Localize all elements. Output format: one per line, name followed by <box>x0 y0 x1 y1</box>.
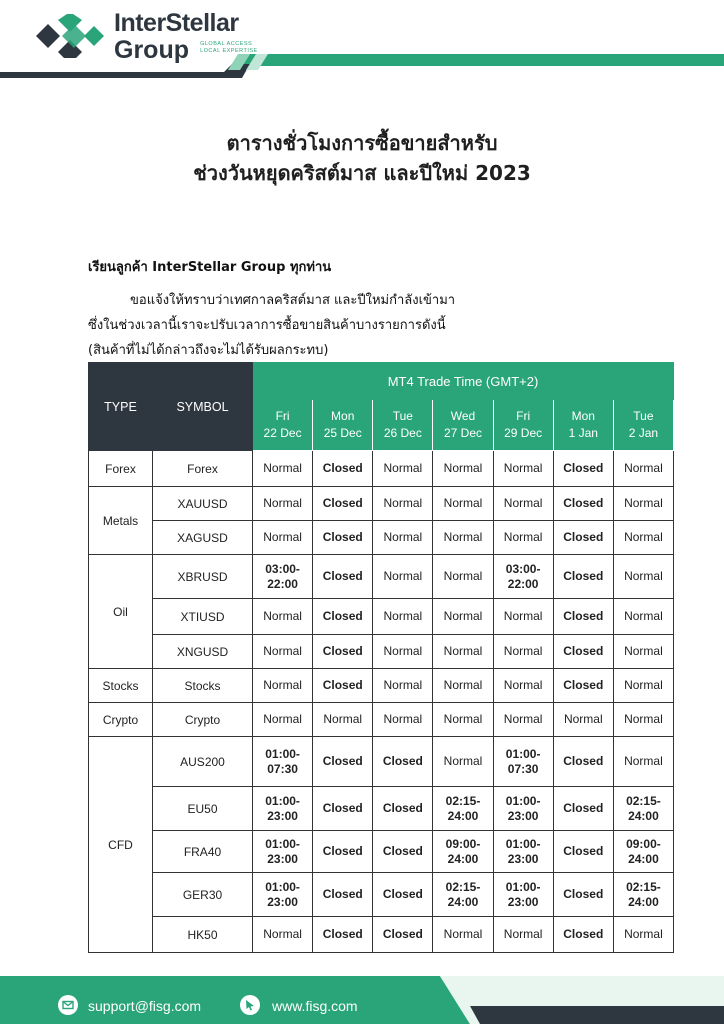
time-cell: Normal <box>493 599 553 635</box>
time-cell: Normal <box>613 635 673 669</box>
time-cell: Closed <box>313 737 373 787</box>
day-name: Tue <box>633 409 654 423</box>
day-date: 22 Dec <box>263 426 302 440</box>
page-title <box>0 128 724 188</box>
time-cell: Closed <box>313 635 373 669</box>
time-cell: 01:00- 23:00 <box>253 787 313 831</box>
time-cell: Closed <box>313 787 373 831</box>
email-icon <box>58 995 78 1015</box>
time-cell: Normal <box>373 451 433 487</box>
time-cell: 02:15- 24:00 <box>433 873 493 917</box>
type-cell: CFD <box>89 737 153 953</box>
time-cell: Normal <box>613 451 673 487</box>
time-cell: Normal <box>253 451 313 487</box>
time-cell: 01:00- 23:00 <box>253 873 313 917</box>
symbol-cell: FRA40 <box>153 831 253 873</box>
day-date: 1 Jan <box>568 426 598 440</box>
table-row <box>89 521 674 555</box>
symbol-cell: XTIUSD <box>153 599 253 635</box>
time-cell: Closed <box>553 831 613 873</box>
day-header <box>553 400 613 451</box>
time-cell: Normal <box>253 669 313 703</box>
day-header <box>373 400 433 451</box>
day-name: Fri <box>275 409 290 423</box>
time-cell: Normal <box>313 703 373 737</box>
time-cell: Normal <box>373 669 433 703</box>
time-cell: Normal <box>493 703 553 737</box>
time-cell: Closed <box>313 599 373 635</box>
time-cell: Closed <box>553 521 613 555</box>
symbol-cell: GER30 <box>153 873 253 917</box>
time-cell: 01:00- 23:00 <box>493 787 553 831</box>
table-row <box>89 917 674 953</box>
day-date: 2 Jan <box>628 426 659 440</box>
time-cell: Closed <box>553 669 613 703</box>
day-name: Mon <box>571 409 595 423</box>
time-cell: Normal <box>373 487 433 521</box>
time-cell: Normal <box>373 555 433 599</box>
time-cell: Closed <box>553 787 613 831</box>
time-cell: Normal <box>613 669 673 703</box>
time-cell: Normal <box>613 599 673 635</box>
time-cell: Normal <box>373 635 433 669</box>
time-cell: Closed <box>373 737 433 787</box>
time-cell: Closed <box>553 917 613 953</box>
tagline-line-2: LOCAL EXPERTISE <box>200 48 258 54</box>
time-cell: Normal <box>493 917 553 953</box>
time-cell: Closed <box>553 737 613 787</box>
symbol-cell: XAUUSD <box>153 487 253 521</box>
day-header <box>613 400 673 451</box>
table-row <box>89 873 674 917</box>
tagline-line-1: GLOBAL ACCESS <box>200 41 253 47</box>
type-cell: Metals <box>89 487 153 555</box>
time-cell: Normal <box>553 703 613 737</box>
time-cell: Closed <box>313 555 373 599</box>
time-cell: Normal <box>433 599 493 635</box>
type-cell: Forex <box>89 451 153 487</box>
brand-group: Group <box>114 36 189 64</box>
time-cell: Normal <box>613 917 673 953</box>
time-cell: Closed <box>313 873 373 917</box>
footer-website[interactable]: www.fisg.com <box>272 998 358 1014</box>
type-cell: Stocks <box>89 669 153 703</box>
interstellar-logo-icon <box>36 14 108 58</box>
symbol-cell: Crypto <box>153 703 253 737</box>
time-cell: Closed <box>373 831 433 873</box>
time-cell: Closed <box>553 635 613 669</box>
table-row <box>89 555 674 599</box>
type-cell: Crypto <box>89 703 153 737</box>
header-band <box>0 0 724 82</box>
table-row <box>89 737 674 787</box>
notice-line-1: ขอแจ้งให้ทราบว่าเทศกาลคริสต์มาส และปีใหม่กำลังเข้ามา <box>130 293 456 308</box>
time-cell: Normal <box>433 635 493 669</box>
day-name: Fri <box>516 409 531 423</box>
time-cell: Closed <box>313 831 373 873</box>
time-cell: 09:00- 24:00 <box>613 831 673 873</box>
time-cell: Normal <box>613 487 673 521</box>
notice-line-3: (สินค้าที่ไม่ได้กล่าวถึงจะไม่ได้รับผลกระทบ) <box>88 343 329 358</box>
time-cell: Closed <box>313 917 373 953</box>
title-line-1: ตารางชั่วโมงการซื้อขายสำหรับ <box>226 131 498 155</box>
day-date: 25 Dec <box>323 426 362 440</box>
time-cell: Normal <box>433 451 493 487</box>
symbol-cell: Forex <box>153 451 253 487</box>
time-cell: Closed <box>313 451 373 487</box>
website-icon <box>240 995 260 1015</box>
type-header: TYPE <box>89 363 153 451</box>
day-name: Mon <box>331 409 355 423</box>
time-cell: Closed <box>373 787 433 831</box>
time-cell: Closed <box>553 873 613 917</box>
time-cell: Normal <box>433 703 493 737</box>
time-cell: Normal <box>253 917 313 953</box>
time-cell: Closed <box>373 873 433 917</box>
time-cell: Normal <box>373 599 433 635</box>
time-cell: Closed <box>313 669 373 703</box>
table-row <box>89 451 674 487</box>
day-date: 26 Dec <box>383 426 422 440</box>
day-name: Wed <box>450 409 476 423</box>
notice-line-2: ซึ่งในช่วงเวลานี้เราจะปรับเวลาการซื้อขายสินค้าบางรายการดังนี้ <box>88 318 446 333</box>
time-cell: Normal <box>433 487 493 521</box>
notice-text <box>88 288 648 363</box>
type-cell: Oil <box>89 555 153 669</box>
time-cell: 01:00- 23:00 <box>493 831 553 873</box>
brand-name: InterStellar <box>114 9 239 37</box>
title-line-2: ช่วงวันหยุดคริสต์มาส และปีใหม่ 2023 <box>193 161 531 185</box>
time-cell: Normal <box>493 635 553 669</box>
time-cell: 02:15- 24:00 <box>613 873 673 917</box>
time-cell: Normal <box>493 521 553 555</box>
symbol-cell: XBRUSD <box>153 555 253 599</box>
time-cell: Normal <box>493 487 553 521</box>
time-cell: Normal <box>433 737 493 787</box>
symbol-header: SYMBOL <box>153 363 253 451</box>
table-row <box>89 703 674 737</box>
time-cell: Normal <box>253 487 313 521</box>
time-cell: 02:15- 24:00 <box>613 787 673 831</box>
day-header <box>313 400 373 451</box>
time-cell: 01:00- 23:00 <box>253 831 313 873</box>
symbol-cell: AUS200 <box>153 737 253 787</box>
time-cell: Closed <box>553 451 613 487</box>
time-cell: Normal <box>613 555 673 599</box>
day-header <box>493 400 553 451</box>
time-cell: Normal <box>493 669 553 703</box>
time-cell: Normal <box>373 703 433 737</box>
brand-tagline <box>200 41 258 55</box>
symbol-cell: EU50 <box>153 787 253 831</box>
time-cell: Normal <box>253 521 313 555</box>
table-row <box>89 669 674 703</box>
symbol-cell: HK50 <box>153 917 253 953</box>
trade-time-table <box>88 362 674 953</box>
day-date: 27 Dec <box>443 426 482 440</box>
time-cell: Normal <box>613 703 673 737</box>
time-cell: Normal <box>613 737 673 787</box>
day-header <box>253 400 313 451</box>
time-cell: Normal <box>373 521 433 555</box>
day-date: 29 Dec <box>504 426 543 440</box>
symbol-cell: Stocks <box>153 669 253 703</box>
brand <box>114 10 258 64</box>
time-cell: Normal <box>613 521 673 555</box>
greeting: เรียนลูกค้า InterStellar Group ทุกท่าน <box>88 260 332 275</box>
time-cell: 01:00- 07:30 <box>253 737 313 787</box>
time-cell: Closed <box>313 521 373 555</box>
day-name: Tue <box>392 409 413 423</box>
time-cell: 09:00- 24:00 <box>433 831 493 873</box>
table-row <box>89 831 674 873</box>
time-cell: 03:00- 22:00 <box>493 555 553 599</box>
table-row <box>89 787 674 831</box>
table-row <box>89 635 674 669</box>
time-cell: 02:15- 24:00 <box>433 787 493 831</box>
table-row <box>89 599 674 635</box>
time-cell: Normal <box>433 917 493 953</box>
table-row <box>89 487 674 521</box>
time-cell: 01:00- 07:30 <box>493 737 553 787</box>
symbol-cell: XNGUSD <box>153 635 253 669</box>
time-cell: Normal <box>493 451 553 487</box>
time-cell: Closed <box>373 917 433 953</box>
time-cell: Closed <box>553 555 613 599</box>
time-cell: Closed <box>313 487 373 521</box>
time-cell: Normal <box>253 635 313 669</box>
time-cell: Normal <box>253 599 313 635</box>
page-header <box>0 0 724 82</box>
time-cell: Normal <box>253 703 313 737</box>
footer-email[interactable]: support@fisg.com <box>88 998 202 1014</box>
time-cell: Closed <box>553 487 613 521</box>
symbol-cell: XAGUSD <box>153 521 253 555</box>
day-header <box>433 400 493 451</box>
time-cell: Normal <box>433 521 493 555</box>
time-header: MT4 Trade Time (GMT+2) <box>253 363 674 400</box>
time-cell: Normal <box>433 555 493 599</box>
time-cell: Normal <box>433 669 493 703</box>
time-cell: Closed <box>553 599 613 635</box>
time-cell: 01:00- 23:00 <box>493 873 553 917</box>
time-cell: 03:00- 22:00 <box>253 555 313 599</box>
